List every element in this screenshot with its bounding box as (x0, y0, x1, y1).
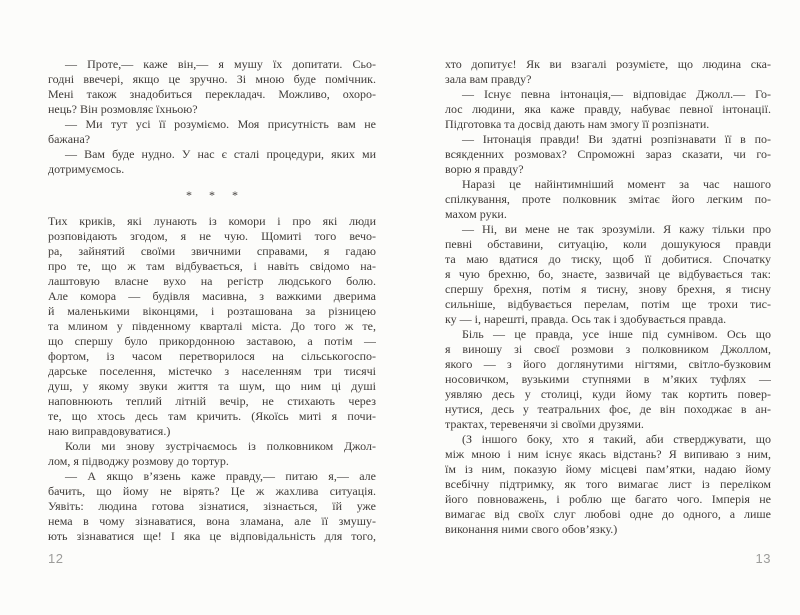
text-line: розповідають згодом, я не чую. Щомиті того вечо- (48, 229, 376, 243)
text-line: їм із ним, показую йому місцеві пам’ятки, надаю йому (445, 462, 771, 476)
text-line: душ, у якому звуки життя та шум, що ним ці душі (48, 379, 376, 393)
text-line: та млином у південному кварталі міста. До того ж те, (48, 319, 376, 333)
text-line: я чую брехню, бо, знаєте, зазвичай це відбувається так: (445, 267, 771, 281)
text-line: — А якщо в’язень каже правду,— питаю я,— але (65, 469, 376, 483)
text-line: виконання ними свого обов’язку.) (445, 522, 618, 536)
text-line: лом, я підводжу розмову до тортур. (48, 454, 229, 468)
paragraph (48, 214, 376, 439)
text-line: Наразі це найінтимніший момент за час нашого (462, 177, 771, 191)
section-break-asterisks: * * * (186, 188, 238, 202)
text-line: ворю я правду? (445, 162, 524, 176)
text-line: уявляю десь у столиці, куди йому так кортить повер- (445, 387, 771, 401)
text-line: наю виправдовуватися.) (48, 424, 171, 438)
text-line: я виношу зі своєї розмови з полковником Джоллом, (445, 342, 771, 356)
text-line: трактах, теревенячи зі своїми друзями. (445, 417, 644, 431)
text-line: — Проте,— каже він,— я мушу їх допитати. Сьо- (65, 57, 376, 71)
paragraph (445, 177, 771, 222)
paragraph (48, 439, 376, 469)
paragraph (48, 117, 376, 147)
paragraph (445, 327, 771, 432)
paragraph (48, 57, 376, 117)
text-line: Уявіть: людина готова зізнатися, зізнається, їй уже (48, 499, 376, 513)
text-line: лос людини, яка каже правду, набуває певної інтонації. (445, 102, 771, 116)
text-line: нець? Він розмовляє їхньою? (48, 102, 198, 116)
text-line: якого — з його доглянутими нігтями, світло-бузковим (445, 357, 771, 371)
text-line: всякденних розмовах? Спроможні зараз сказати, чи го- (445, 147, 771, 161)
paragraph (48, 469, 376, 544)
text-line: наповнюють теплий літній вечір, не стихають через (48, 394, 376, 408)
text-line: нутися, десь у театральних фоє, де він походжає в ан- (445, 402, 771, 416)
text-line: певні обставини, ситуацію, коли дошукуюся правди (445, 237, 771, 251)
page-number-right: 13 (755, 551, 771, 566)
text-line: його повноважень, і роблю ще багато чого. Імперія не (445, 492, 771, 506)
text-line: що спершу було прикордонною заставою, а потім — (48, 334, 376, 348)
text-line: Але комора — будівля масивна, з важкими дверима (48, 289, 376, 303)
paragraph (445, 132, 771, 177)
text-line: — Вам буде нудно. У нас є сталі процедури, яких ми (65, 147, 376, 161)
text-line: Тих криків, які лунають із комори і про які люди (48, 214, 376, 228)
text-line: бажана? (48, 132, 91, 146)
text-line: фортом, із часом перетворилося на сільськогоспо- (48, 349, 376, 363)
text-line: між мною і ним існує якась відстань? Я випиваю з ним, (445, 447, 771, 461)
text-line: — Ні, ви мене не так зрозуміли. Я кажу тільки про (462, 222, 771, 236)
text-line: Біль — це правда, усе інше під сумнівом. Ось що (462, 327, 771, 341)
text-line: те, що хтось десь там кричить. (Якоїсь миті я почи- (48, 409, 376, 423)
text-line: дарське поселення, містечко з населенням три тисячі (48, 364, 376, 378)
text-line: й маленькими віконцями, і розташована за різницею (48, 304, 376, 318)
text-line: — Інтонація правди! Ви здатні розпізнавати її в по- (462, 132, 771, 146)
paragraph (445, 222, 771, 327)
text-line: махом руки. (445, 207, 507, 221)
text-line: хто допитує! Як ви взагалі розумієте, що людина ска- (445, 57, 771, 71)
text-line: (З іншого боку, хто я такий, аби стверджувати, що (462, 432, 771, 446)
text-line: спілкування, проте полковник змітає його легким по- (445, 192, 771, 206)
page-right-text (445, 57, 771, 537)
text-line: носовичком, вузькими ступнями в м’яких туфлях — (445, 372, 771, 386)
text-line: — Існує певна інтонація,— відповідає Джолл.— Го- (462, 87, 771, 101)
text-line: вимагає від своїх слуг любові одне до одного, а лише (445, 507, 771, 521)
text-line: нема в чому зізнаватися, вона зламана, але її змушу- (48, 514, 376, 528)
paragraph (445, 87, 771, 132)
text-line: сильніше, відбувається перелам, потім ще трохи тис- (445, 297, 771, 311)
text-line: всебічну підтримку, як того вимагає лист із переліком (445, 477, 771, 491)
text-line: Мені також знадобиться перекладач. Можливо, охоро- (48, 87, 376, 101)
text-line: годні ввечері, якщо це зручно. Зі мною буде помічник. (48, 72, 376, 86)
text-line: про те, що ж там відбувається, і навіть свідомо на- (48, 259, 376, 273)
text-line: ра, зайнятий своїми звичними справами, я гадаю (48, 244, 376, 258)
paragraph (48, 147, 376, 177)
text-line: Коли ми знову зустрічаємось із полковником Джол- (65, 439, 376, 453)
paragraph (445, 432, 771, 537)
text-line: лаштовую власне вухо на регістр людського болю. (48, 274, 376, 288)
paragraph (445, 57, 771, 87)
page-left-text (48, 57, 376, 544)
text-line: ку — і, нарешті, правда. Ось так і здобувається правда. (445, 312, 727, 326)
text-line: дотримуємось. (48, 162, 125, 176)
text-line: ють зізнаватися ще! І яка це відповідальність для того, (48, 529, 376, 543)
text-line: зала вам правду? (445, 72, 532, 86)
text-line: бачить, що йому не вірять? Це ж жахлива ситуація. (48, 484, 376, 498)
text-line: — Ми тут усі її розуміємо. Моя присутність вам не (65, 117, 376, 131)
text-line: спершу брехня, потім я тисну, знову брехня, я тисну (445, 282, 771, 296)
text-line: Підготовка та досвід дають нам змогу її розпізнати. (445, 117, 710, 131)
text-line: та маю вдатися до тиску, щоб її добитися. Спочатку (445, 252, 771, 266)
page-number-left: 12 (48, 551, 64, 566)
